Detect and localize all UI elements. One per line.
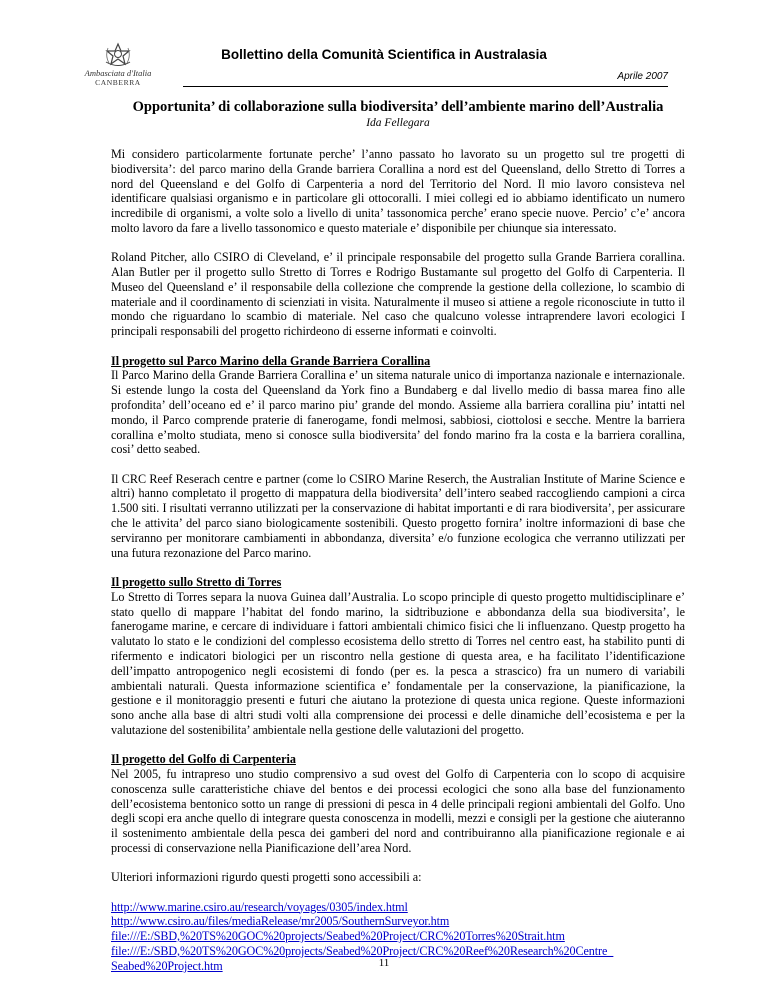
paragraph: Lo Stretto di Torres separa la nuova Guinea dall’Australia. Lo scopo principle di questo progetto multidisciplinare e’ stato quello di mappare l’habitat del fondo marino, la sidtribuzione e abbondanza della sua biodiversita’, le fanerogame marine, e cercare di individuare i fattori ambientali chimico fisici che li influenzano. Questp progetto ha valutato lo stato e le condizioni del complesso ecosistema dello stretto di Torres nel centro east, ha stabilito punti di rifermento e indicatori biologici per un riscontro nella gestione di questa area, e ha facilitato l’identificazione dell’impatto antropogenico negli ecosistemi di fondo (per es. la pesca a strascico) fra un numero di variabili ambientali naturali. Questa informazione scientifica e’ fondamentale per la conservazione, la pianificazione, la gestione e il monitoraggio presenti e futuri che aiutano la protezione di questa unica regione. Queste informazioni sono anche alla base di altri studi volti alla comprensione dei processi e delle dinamiche dell’ecosistema e per la valutazione del sostenibilita’ ambientale nella gestione delle valutazioni del progetto. <box>111 589 685 737</box>
bulletin-title: Bollettino della Comunità Scientifica in Australasia <box>221 47 547 62</box>
more-info-text: Ulteriori informazioni rigurdo questi progetti sono accessibili a: <box>111 870 422 885</box>
page-number: 11 <box>378 957 390 969</box>
logo-line-2: CANBERRA <box>95 78 141 87</box>
section-heading-carpentaria: Il progetto del Golfo di Carpenteria <box>111 752 296 767</box>
paragraph: Il CRC Reef Reserach centre e partner (come lo CSIRO Marine Reserch, the Australian Institute of Marine Science e altri) hanno completato il progetto di mappatura della biodiversita’ dell’intero seabed raccogliendo campioni a circa 1.500 siti. I risultati verranno utilizzati per la conservazione di habitat importanti e di rara biodiversita’, per assicurare che le attivita’ del parco siano biologicamente sostenibili. Questo progetto fornira’ inoltre informazioni di base che serviranno per monitorare cambiamenti in abbondanza, diversita’ e/o funzione ecologica che verranno utilizzati per una futura rezonazione del Parco marino. <box>111 471 685 560</box>
link-csiro-voyages[interactable]: http://www.marine.csiro.au/research/voyages/0305/index.html <box>111 899 408 914</box>
paragraph: Mi considero particolarmente fortunate perche’ l’anno passato ho lavorato su un progetto sul tre progetti di biodiversita’: del parco marino della Grande barriera Corallina a nord est del Queensland, dello Stretto di Torres a nord del Queensland e del Golfo di Carpenteria a nord del Territorio del Nord. Il mio lavoro consisteva nel identificare qualsiasi organismo e in particolare gli ottocoralli. I miei collegi ed io abbiamo identificato un numero incredibile di organismi, a volte solo a livello di unita’ tassonomica perche’ erano specie nuove. Percio’ c’e’ ancora molto lavoro da fare a livello tassonomico e questo materiale e’ disponibile per chiunque sia interessato. <box>111 147 685 235</box>
link-southern-surveyor[interactable]: http://www.csiro.au/files/mediaRelease/mr2005/SouthernSurveyor.htm <box>111 914 450 929</box>
paragraph: Roland Pitcher, allo CSIRO di Cleveland, e’ il principale responsabile del progetto sulla Grande Barriera corallina. Alan Butler per il progetto sullo Stretto di Torres e Rodrigo Bustamante sul progetto del Golfo di Carpenteria. Il Museo del Queensland e’ il responsabile della collezione che comprende la gestione della collezione, lo scambio di materiale and il coordinamento di scienziati in visita. Naturalmente il museo si attiene a regole riconosciute in tutto il mondo che riguardano lo scambio di materiale. Nel caso che qualcuno volesse intraprendere lavori ecologici I principali responsabili del progetto richirdeono di esserne informati e coinvolti. <box>111 250 685 339</box>
paragraph: Nel 2005, fu intrapreso uno studio comprensivo a sud ovest del Golfo di Carpenteria con lo scopo di acquisire conoscenza sulle caratteristiche chiave del bentos e dei processi ecologici che sono alla base del funzionamento dell’ecosistema bentonico sotto un range di pressioni di pesca in 4 delle principali regioni ambientali del Golfo. Uno degli scopi era anche quello di integrare questa conoscenza in modelli, mezzi e consigli per la gestione che aiuteranno il sostenimento ambientale della pesca dei gamberi del nord and contribuiranno alla pianificazione regionale e ai processi di conservazione nella Pianificazione dell’area Nord. <box>111 766 685 855</box>
header-divider <box>183 86 668 87</box>
issue-date: Aprile 2007 <box>617 71 668 82</box>
logo-line-1: Ambasciata d'Italia <box>84 68 152 78</box>
link-reef-research-centre[interactable]: file:///E:/SBD,%20TS%20GOC%20projects/Seabed%20Project/CRC%20Reef%20Research%20Centre_ <box>111 943 614 958</box>
article-body <box>111 99 685 974</box>
paragraph: Il Parco Marino della Grande Barriera Corallina e’ un sitema naturale unico di importanza nazionale e internazionale. Si estende lungo la costa del Queensland da York fino a Bundaberg e dal livello medio di bassa marea fino alle profondita’ dell’oceano ed e’ il parco marino piu’ grande del mondo. Assieme alla barriera corallina piu’ intatti nel mondo, il Parco comprende praterie di fanerogame, fondi melmosi, sabbiosi, ciottolosi e secche. Mentre la barriera corallina e’molto studiata, meno si conosce sulla biodiversita’ del fondo marino fra la costa e la barriera corallina, cosi’ detto seabed. <box>111 368 685 457</box>
link-torres-strait[interactable]: file:///E:/SBD,%20TS%20GOC%20projects/Seabed%20Project/CRC%20Torres%20Strait.htm <box>111 929 565 944</box>
article-title: Opportunita’ di collaborazione sulla biodiversita’ dell’ambiente marino dell’Australia <box>132 99 664 115</box>
section-heading-torres: Il progetto sullo Stretto di Torres <box>111 574 282 589</box>
article-author: Ida Fellegara <box>366 117 430 129</box>
section-heading-reef: Il progetto sul Parco Marino della Grande Barriera Corallina <box>111 353 431 368</box>
link-reef-research-centre-cont[interactable]: Seabed%20Project.htm <box>111 958 223 973</box>
